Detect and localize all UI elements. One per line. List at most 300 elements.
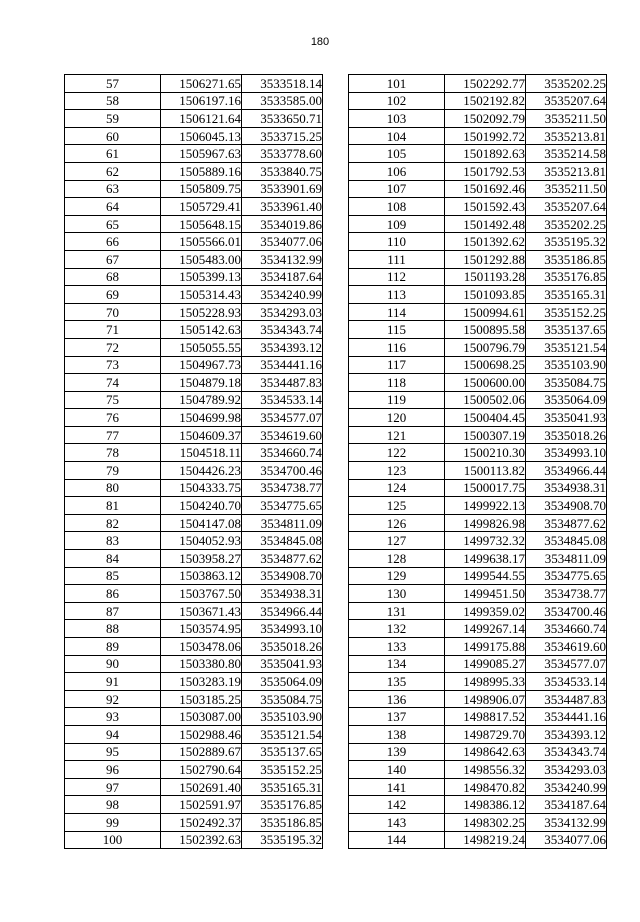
table-row	[349, 725, 607, 743]
x-coordinate-cell: 1502691.40	[161, 778, 242, 796]
table-row	[349, 391, 607, 409]
table-row	[65, 532, 323, 550]
x-coordinate-cell: 1504879.18	[161, 374, 242, 392]
table-row	[65, 426, 323, 444]
table-row	[65, 303, 323, 321]
y-coordinate-cell: 3535211.50	[526, 180, 607, 198]
x-coordinate-cell: 1506271.65	[161, 75, 242, 93]
y-coordinate-cell: 3533585.00	[242, 92, 323, 110]
y-coordinate-cell: 3535165.31	[242, 778, 323, 796]
x-coordinate-cell: 1498729.70	[445, 725, 526, 743]
x-coordinate-cell: 1498386.12	[445, 796, 526, 814]
x-coordinate-cell: 1504333.75	[161, 479, 242, 497]
x-coordinate-cell: 1502492.37	[161, 813, 242, 831]
point-number-cell: 103	[349, 110, 445, 128]
y-coordinate-cell: 3534533.14	[526, 673, 607, 691]
table-row	[349, 620, 607, 638]
point-number-cell: 72	[65, 338, 161, 356]
x-coordinate-cell: 1499267.14	[445, 620, 526, 638]
x-coordinate-cell: 1502392.63	[161, 831, 242, 849]
y-coordinate-cell: 3534132.99	[526, 813, 607, 831]
x-coordinate-cell: 1499085.27	[445, 655, 526, 673]
y-coordinate-cell: 3535165.31	[526, 286, 607, 304]
table-row	[349, 638, 607, 656]
y-coordinate-cell: 3534738.77	[526, 585, 607, 603]
table-row	[65, 233, 323, 251]
point-number-cell: 139	[349, 743, 445, 761]
x-coordinate-cell: 1502988.46	[161, 725, 242, 743]
y-coordinate-cell: 3535041.93	[526, 409, 607, 427]
x-coordinate-cell: 1502790.64	[161, 761, 242, 779]
point-number-cell: 92	[65, 690, 161, 708]
point-number-cell: 99	[65, 813, 161, 831]
y-coordinate-cell: 3535018.26	[242, 638, 323, 656]
point-number-cell: 142	[349, 796, 445, 814]
point-number-cell: 77	[65, 426, 161, 444]
table-row	[65, 444, 323, 462]
y-coordinate-cell: 3534393.12	[242, 338, 323, 356]
x-coordinate-cell: 1501492.48	[445, 215, 526, 233]
table-row	[349, 444, 607, 462]
x-coordinate-cell: 1505142.63	[161, 321, 242, 339]
point-number-cell: 111	[349, 250, 445, 268]
y-coordinate-cell: 3535186.85	[526, 250, 607, 268]
point-number-cell: 69	[65, 286, 161, 304]
point-number-cell: 84	[65, 550, 161, 568]
point-number-cell: 66	[65, 233, 161, 251]
y-coordinate-cell: 3535202.25	[526, 215, 607, 233]
y-coordinate-cell: 3535084.75	[242, 690, 323, 708]
point-number-cell: 79	[65, 462, 161, 480]
point-number-cell: 143	[349, 813, 445, 831]
point-number-cell: 131	[349, 602, 445, 620]
y-coordinate-cell: 3535152.25	[242, 761, 323, 779]
point-number-cell: 140	[349, 761, 445, 779]
y-coordinate-cell: 3535084.75	[526, 374, 607, 392]
table-row	[349, 778, 607, 796]
x-coordinate-cell: 1504147.08	[161, 514, 242, 532]
point-number-cell: 87	[65, 602, 161, 620]
x-coordinate-cell: 1498906.07	[445, 690, 526, 708]
x-coordinate-cell: 1506197.16	[161, 92, 242, 110]
table-row	[65, 725, 323, 743]
point-number-cell: 117	[349, 356, 445, 374]
x-coordinate-cell: 1503671.43	[161, 602, 242, 620]
table-row	[65, 743, 323, 761]
point-number-cell: 129	[349, 567, 445, 585]
table-row	[65, 831, 323, 849]
y-coordinate-cell: 3534993.10	[242, 620, 323, 638]
table-row	[349, 198, 607, 216]
y-coordinate-cell: 3533650.71	[242, 110, 323, 128]
point-number-cell: 88	[65, 620, 161, 638]
x-coordinate-cell: 1505314.43	[161, 286, 242, 304]
table-row	[349, 761, 607, 779]
y-coordinate-cell: 3533715.25	[242, 127, 323, 145]
x-coordinate-cell: 1500895.58	[445, 321, 526, 339]
table-row	[349, 145, 607, 163]
table-row	[349, 743, 607, 761]
table-row	[349, 303, 607, 321]
x-coordinate-cell: 1499451.50	[445, 585, 526, 603]
table-row	[65, 75, 323, 93]
y-coordinate-cell: 3535207.64	[526, 198, 607, 216]
point-number-cell: 128	[349, 550, 445, 568]
point-number-cell: 126	[349, 514, 445, 532]
table-row	[65, 286, 323, 304]
y-coordinate-cell: 3535137.65	[526, 321, 607, 339]
x-coordinate-cell: 1501392.62	[445, 233, 526, 251]
y-coordinate-cell: 3535121.54	[526, 338, 607, 356]
point-number-cell: 115	[349, 321, 445, 339]
x-coordinate-cell: 1503958.27	[161, 550, 242, 568]
point-number-cell: 124	[349, 479, 445, 497]
point-number-cell: 108	[349, 198, 445, 216]
table-row	[65, 250, 323, 268]
point-number-cell: 76	[65, 409, 161, 427]
y-coordinate-cell: 3534619.60	[526, 638, 607, 656]
table-row	[349, 374, 607, 392]
y-coordinate-cell: 3534577.07	[242, 409, 323, 427]
y-coordinate-cell: 3535202.25	[526, 75, 607, 93]
y-coordinate-cell: 3535211.50	[526, 110, 607, 128]
y-coordinate-cell: 3535064.09	[526, 391, 607, 409]
y-coordinate-cell: 3535103.90	[526, 356, 607, 374]
point-number-cell: 67	[65, 250, 161, 268]
table-row	[65, 585, 323, 603]
y-coordinate-cell: 3534938.31	[242, 585, 323, 603]
point-number-cell: 137	[349, 708, 445, 726]
point-number-cell: 101	[349, 75, 445, 93]
point-number-cell: 134	[349, 655, 445, 673]
point-number-cell: 105	[349, 145, 445, 163]
x-coordinate-cell: 1501292.88	[445, 250, 526, 268]
point-number-cell: 68	[65, 268, 161, 286]
point-number-cell: 104	[349, 127, 445, 145]
point-number-cell: 112	[349, 268, 445, 286]
y-coordinate-cell: 3535195.32	[242, 831, 323, 849]
y-coordinate-cell: 3534577.07	[526, 655, 607, 673]
x-coordinate-cell: 1505566.01	[161, 233, 242, 251]
x-coordinate-cell: 1502889.67	[161, 743, 242, 761]
point-number-cell: 122	[349, 444, 445, 462]
x-coordinate-cell: 1500307.19	[445, 426, 526, 444]
point-number-cell: 132	[349, 620, 445, 638]
x-coordinate-cell: 1499175.88	[445, 638, 526, 656]
table-row	[65, 180, 323, 198]
point-number-cell: 70	[65, 303, 161, 321]
x-coordinate-cell: 1501892.63	[445, 145, 526, 163]
y-coordinate-cell: 3534441.16	[526, 708, 607, 726]
y-coordinate-cell: 3535018.26	[526, 426, 607, 444]
point-number-cell: 120	[349, 409, 445, 427]
table-row	[65, 708, 323, 726]
y-coordinate-cell: 3534908.70	[242, 567, 323, 585]
table-row	[349, 321, 607, 339]
y-coordinate-cell: 3534077.06	[242, 233, 323, 251]
point-number-cell: 61	[65, 145, 161, 163]
point-number-cell: 136	[349, 690, 445, 708]
y-coordinate-cell: 3534700.46	[242, 462, 323, 480]
table-row	[349, 75, 607, 93]
point-number-cell: 102	[349, 92, 445, 110]
y-coordinate-cell: 3534132.99	[242, 250, 323, 268]
x-coordinate-cell: 1505228.93	[161, 303, 242, 321]
table-row	[349, 215, 607, 233]
y-coordinate-cell: 3535214.58	[526, 145, 607, 163]
y-coordinate-cell: 3534845.08	[526, 532, 607, 550]
x-coordinate-cell: 1505055.55	[161, 338, 242, 356]
point-number-cell: 65	[65, 215, 161, 233]
table-row	[65, 162, 323, 180]
point-number-cell: 62	[65, 162, 161, 180]
y-coordinate-cell: 3535152.25	[526, 303, 607, 321]
table-row	[349, 532, 607, 550]
table-row	[65, 778, 323, 796]
table-row	[65, 690, 323, 708]
table-row	[349, 338, 607, 356]
point-number-cell: 73	[65, 356, 161, 374]
point-number-cell: 130	[349, 585, 445, 603]
y-coordinate-cell: 3534877.62	[526, 514, 607, 532]
y-coordinate-cell: 3534660.74	[526, 620, 607, 638]
point-number-cell: 80	[65, 479, 161, 497]
x-coordinate-cell: 1501792.53	[445, 162, 526, 180]
x-coordinate-cell: 1498302.25	[445, 813, 526, 831]
y-coordinate-cell: 3534993.10	[526, 444, 607, 462]
table-row	[65, 338, 323, 356]
table-row	[65, 409, 323, 427]
x-coordinate-cell: 1500404.45	[445, 409, 526, 427]
y-coordinate-cell: 3534393.12	[526, 725, 607, 743]
x-coordinate-cell: 1502292.77	[445, 75, 526, 93]
y-coordinate-cell: 3533518.14	[242, 75, 323, 93]
y-coordinate-cell: 3534845.08	[242, 532, 323, 550]
x-coordinate-cell: 1499732.32	[445, 532, 526, 550]
point-number-cell: 133	[349, 638, 445, 656]
x-coordinate-cell: 1504518.11	[161, 444, 242, 462]
x-coordinate-cell: 1503863.12	[161, 567, 242, 585]
table-row	[65, 813, 323, 831]
y-coordinate-cell: 3535103.90	[242, 708, 323, 726]
x-coordinate-cell: 1500113.82	[445, 462, 526, 480]
x-coordinate-cell: 1505729.41	[161, 198, 242, 216]
table-row	[349, 462, 607, 480]
point-number-cell: 74	[65, 374, 161, 392]
x-coordinate-cell: 1505399.13	[161, 268, 242, 286]
table-row	[349, 92, 607, 110]
x-coordinate-cell: 1498817.52	[445, 708, 526, 726]
x-coordinate-cell: 1503087.00	[161, 708, 242, 726]
y-coordinate-cell: 3534240.99	[526, 778, 607, 796]
y-coordinate-cell: 3535213.81	[526, 162, 607, 180]
point-number-cell: 82	[65, 514, 161, 532]
point-number-cell: 81	[65, 497, 161, 515]
x-coordinate-cell: 1498470.82	[445, 778, 526, 796]
x-coordinate-cell: 1501193.28	[445, 268, 526, 286]
point-number-cell: 60	[65, 127, 161, 145]
y-coordinate-cell: 3534187.64	[526, 796, 607, 814]
x-coordinate-cell: 1504609.37	[161, 426, 242, 444]
point-number-cell: 93	[65, 708, 161, 726]
x-coordinate-cell: 1504426.23	[161, 462, 242, 480]
table-row	[65, 127, 323, 145]
x-coordinate-cell: 1500994.61	[445, 303, 526, 321]
coordinate-table-left	[64, 74, 323, 849]
y-coordinate-cell: 3534811.09	[526, 550, 607, 568]
y-coordinate-cell: 3534966.44	[242, 602, 323, 620]
point-number-cell: 135	[349, 673, 445, 691]
point-number-cell: 98	[65, 796, 161, 814]
y-coordinate-cell: 3535195.32	[526, 233, 607, 251]
point-number-cell: 57	[65, 75, 161, 93]
y-coordinate-cell: 3533778.60	[242, 145, 323, 163]
table-row	[65, 620, 323, 638]
x-coordinate-cell: 1506045.13	[161, 127, 242, 145]
x-coordinate-cell: 1500502.06	[445, 391, 526, 409]
point-number-cell: 96	[65, 761, 161, 779]
x-coordinate-cell: 1505483.00	[161, 250, 242, 268]
table-row	[65, 796, 323, 814]
point-number-cell: 59	[65, 110, 161, 128]
table-row	[349, 796, 607, 814]
x-coordinate-cell: 1503185.25	[161, 690, 242, 708]
point-number-cell: 71	[65, 321, 161, 339]
x-coordinate-cell: 1504967.73	[161, 356, 242, 374]
y-coordinate-cell: 3535176.85	[242, 796, 323, 814]
y-coordinate-cell: 3535041.93	[242, 655, 323, 673]
point-number-cell: 78	[65, 444, 161, 462]
coordinate-table-right	[348, 74, 607, 849]
point-number-cell: 86	[65, 585, 161, 603]
y-coordinate-cell: 3534487.83	[526, 690, 607, 708]
y-coordinate-cell: 3534293.03	[526, 761, 607, 779]
table-row	[349, 655, 607, 673]
x-coordinate-cell: 1499638.17	[445, 550, 526, 568]
point-number-cell: 113	[349, 286, 445, 304]
x-coordinate-cell: 1499922.13	[445, 497, 526, 515]
y-coordinate-cell: 3534877.62	[242, 550, 323, 568]
table-row	[65, 215, 323, 233]
x-coordinate-cell: 1503574.95	[161, 620, 242, 638]
x-coordinate-cell: 1501692.46	[445, 180, 526, 198]
x-coordinate-cell: 1505809.75	[161, 180, 242, 198]
y-coordinate-cell: 3534077.06	[526, 831, 607, 849]
x-coordinate-cell: 1499826.98	[445, 514, 526, 532]
x-coordinate-cell: 1505648.15	[161, 215, 242, 233]
table-row	[65, 479, 323, 497]
table-row	[349, 708, 607, 726]
table-row	[349, 250, 607, 268]
table-row	[349, 162, 607, 180]
y-coordinate-cell: 3534441.16	[242, 356, 323, 374]
table-row	[349, 110, 607, 128]
y-coordinate-cell: 3533840.75	[242, 162, 323, 180]
table-row	[349, 127, 607, 145]
point-number-cell: 95	[65, 743, 161, 761]
table-row	[65, 92, 323, 110]
point-number-cell: 90	[65, 655, 161, 673]
table-row	[349, 479, 607, 497]
x-coordinate-cell: 1504789.92	[161, 391, 242, 409]
point-number-cell: 125	[349, 497, 445, 515]
y-coordinate-cell: 3534811.09	[242, 514, 323, 532]
point-number-cell: 141	[349, 778, 445, 796]
point-number-cell: 97	[65, 778, 161, 796]
y-coordinate-cell: 3534343.74	[242, 321, 323, 339]
point-number-cell: 123	[349, 462, 445, 480]
table-row	[65, 462, 323, 480]
table-row	[349, 673, 607, 691]
table-row	[349, 497, 607, 515]
table-row	[349, 286, 607, 304]
table-row	[65, 761, 323, 779]
x-coordinate-cell: 1505889.16	[161, 162, 242, 180]
y-coordinate-cell: 3535176.85	[526, 268, 607, 286]
y-coordinate-cell: 3534660.74	[242, 444, 323, 462]
table-row	[349, 567, 607, 585]
y-coordinate-cell: 3534775.65	[242, 497, 323, 515]
x-coordinate-cell: 1500210.30	[445, 444, 526, 462]
y-coordinate-cell: 3535186.85	[242, 813, 323, 831]
table-row	[65, 110, 323, 128]
point-number-cell: 94	[65, 725, 161, 743]
point-number-cell: 114	[349, 303, 445, 321]
point-number-cell: 138	[349, 725, 445, 743]
x-coordinate-cell: 1501992.72	[445, 127, 526, 145]
y-coordinate-cell: 3534293.03	[242, 303, 323, 321]
y-coordinate-cell: 3534938.31	[526, 479, 607, 497]
y-coordinate-cell: 3534700.46	[526, 602, 607, 620]
table-row	[65, 497, 323, 515]
point-number-cell: 109	[349, 215, 445, 233]
x-coordinate-cell: 1503478.06	[161, 638, 242, 656]
table-row	[349, 602, 607, 620]
y-coordinate-cell: 3534019.86	[242, 215, 323, 233]
point-number-cell: 58	[65, 92, 161, 110]
x-coordinate-cell: 1500017.75	[445, 479, 526, 497]
x-coordinate-cell: 1502192.82	[445, 92, 526, 110]
y-coordinate-cell: 3534966.44	[526, 462, 607, 480]
page-number: 180	[310, 36, 330, 48]
x-coordinate-cell: 1504240.70	[161, 497, 242, 515]
y-coordinate-cell: 3535213.81	[526, 127, 607, 145]
table-row	[349, 831, 607, 849]
point-number-cell: 75	[65, 391, 161, 409]
y-coordinate-cell: 3534343.74	[526, 743, 607, 761]
table-row	[65, 567, 323, 585]
point-number-cell: 91	[65, 673, 161, 691]
point-number-cell: 144	[349, 831, 445, 849]
y-coordinate-cell: 3535064.09	[242, 673, 323, 691]
point-number-cell: 118	[349, 374, 445, 392]
y-coordinate-cell: 3534908.70	[526, 497, 607, 515]
table-row	[65, 638, 323, 656]
y-coordinate-cell: 3534487.83	[242, 374, 323, 392]
x-coordinate-cell: 1505967.63	[161, 145, 242, 163]
y-coordinate-cell: 3533901.69	[242, 180, 323, 198]
table-row	[349, 514, 607, 532]
point-number-cell: 89	[65, 638, 161, 656]
table-row	[349, 550, 607, 568]
table-row	[349, 180, 607, 198]
table-row	[65, 356, 323, 374]
table-row	[65, 374, 323, 392]
x-coordinate-cell: 1500600.00	[445, 374, 526, 392]
x-coordinate-cell: 1498219.24	[445, 831, 526, 849]
table-row	[65, 550, 323, 568]
point-number-cell: 110	[349, 233, 445, 251]
